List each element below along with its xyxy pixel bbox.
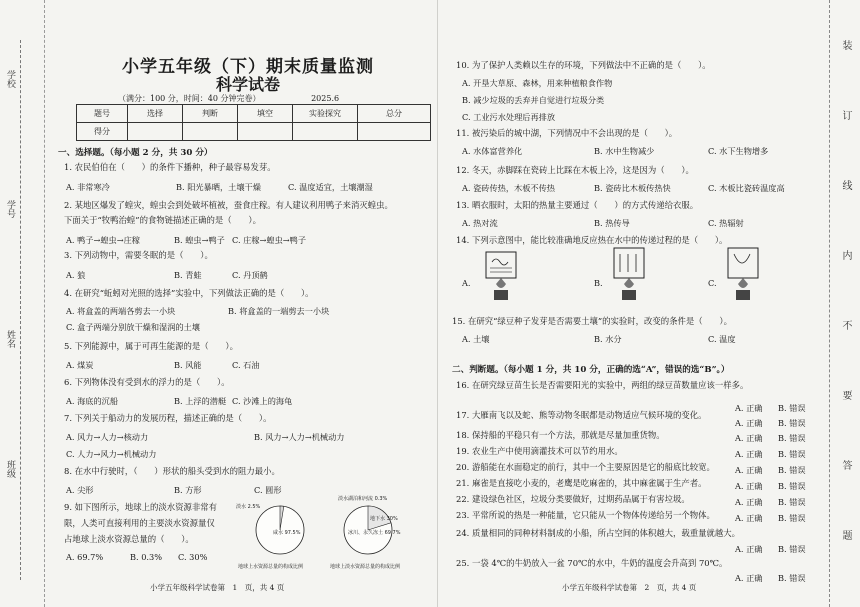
score-cell[interactable] — [183, 123, 238, 141]
judgment-item: 24. 质量相同的同种材料制成的小船，所占空间的体积越大，载重量就越大。 — [456, 528, 740, 538]
seal-char: 内 — [840, 250, 851, 260]
pie-label: 淡水湖泊和河流 0.3% — [338, 496, 388, 502]
option[interactable]: A. 风力→人力→核动力 — [66, 432, 149, 442]
seal-char: 答 — [840, 460, 851, 470]
question-stem: 8. 在水中行驶时，（ ）形状的船头受到水的阻力最小。 — [64, 466, 280, 476]
question-stem: 限，人类可直接利用的主要淡水资源量仅 — [64, 518, 215, 528]
option-false[interactable]: B. 错误 — [778, 481, 806, 491]
option[interactable]: B. 0.3% — [130, 552, 163, 562]
option-true[interactable]: A. 正确 — [735, 465, 763, 475]
judgment-item: 18. 保持船的平稳只有一个方法，那就是尽量加重货物。 — [456, 430, 665, 440]
judgment-item: 17. 大雁南飞以及蛇、熊等动物冬眠都是动物适应气候环境的变化。 — [456, 410, 707, 420]
beaker-diagram-a — [478, 250, 526, 308]
pie-caption: 地球上淡水资源总量的构成比例 — [330, 564, 401, 570]
option[interactable]: C. 石油 — [232, 360, 260, 370]
option-false[interactable]: B. 错误 — [778, 433, 806, 443]
binding-margin — [0, 0, 45, 607]
binding-line — [20, 40, 21, 580]
page-footer: 小学五年级科学试卷第 2 页，共 4 页 — [562, 583, 697, 592]
pie-label: 淡水 2.5% — [236, 504, 261, 510]
binding-label: 学校 — [5, 70, 15, 88]
option[interactable]: A. 狼 — [66, 270, 86, 280]
section-heading: 二、判断题。（每小题 1 分，共 10 分，正确的选“A”，错误的选“B”。） — [452, 365, 730, 375]
binding-label: 学号 — [5, 200, 15, 218]
beaker-diagram-b — [606, 246, 654, 308]
judgment-item: 21. 麻雀是直接吃小麦的，老鹰是吃麻雀的，其中麻雀属于生产者。 — [456, 478, 707, 488]
score-cell[interactable] — [358, 123, 431, 141]
total-water-pie — [236, 503, 304, 554]
seal-char: 订 — [840, 110, 851, 120]
question-stem: 5. 下列能源中，属于可再生能源的是（ ）。 — [64, 341, 238, 351]
option-true[interactable]: A. 正确 — [735, 403, 763, 413]
option[interactable]: C. 人力→风力→机械动力 — [66, 449, 157, 459]
option[interactable]: A. 非常寒冷 — [66, 182, 110, 192]
seal-char: 要 — [840, 390, 851, 400]
question-stem: 1. 农民伯伯在（ ）的条件下播种，种子最容易发芽。 — [64, 162, 276, 172]
option[interactable]: B. — [594, 278, 603, 288]
option[interactable]: B. 方形 — [174, 485, 202, 495]
score-header: 判断 — [183, 105, 238, 123]
option[interactable]: C. 盒子两端分别放干燥和湿润的土壤 — [66, 322, 200, 332]
water-lines — [490, 268, 512, 272]
water-pie-charts — [232, 488, 422, 574]
exam-date: 2025.6 — [311, 94, 340, 103]
flame-icon — [624, 278, 634, 288]
option[interactable]: A. — [462, 278, 471, 288]
right-margin — [829, 0, 860, 607]
question-stem: 7. 下列关于船动力的发展历程，描述正确的是（ ）。 — [64, 413, 272, 423]
option-false[interactable]: B. 错误 — [778, 544, 806, 554]
option-false[interactable]: B. 错误 — [778, 449, 806, 459]
score-header: 总分 — [358, 105, 431, 123]
section-heading: 一、选择题。（每小题 2 分，共 30 分） — [58, 148, 213, 158]
beaker-icon — [614, 248, 644, 278]
option-false[interactable]: B. 错误 — [778, 497, 806, 507]
option[interactable]: B. 风力→人力→机械动力 — [254, 432, 345, 442]
option[interactable]: C. 30% — [178, 552, 208, 562]
option[interactable]: A. 瓷砖传热，木板不传热 — [462, 183, 555, 193]
option[interactable]: B. 蝗虫→鸭子 — [174, 235, 225, 245]
score-cell[interactable] — [128, 123, 183, 141]
question-stem: 3. 下列动物中，需要冬眠的是（ ）。 — [64, 250, 213, 260]
option[interactable]: A. 鸭子→蝗虫→庄稼 — [66, 235, 140, 245]
option[interactable]: A. 土壤 — [462, 334, 490, 344]
question-stem: 9. 如下图所示，地球上的淡水资源非常有 — [64, 502, 218, 512]
fresh-water-pie — [338, 495, 401, 554]
option-false[interactable]: B. 错误 — [778, 513, 806, 523]
option[interactable]: A. 煤炭 — [66, 360, 94, 370]
score-header: 填空 — [238, 105, 293, 123]
judgment-item: 20. 游船能在水面稳定的前行，其中一个主要原因是它的船底比较宽。 — [456, 462, 715, 472]
question-stem: 2. 某地区爆发了蝗灾，蝗虫会到处破坏植被，蚕食庄稼。有人建议利用鸭子来消灭蝗虫。 — [64, 200, 393, 210]
option[interactable]: C. 温度适宜，土壤潮湿 — [288, 182, 373, 192]
option-false[interactable]: B. 错误 — [778, 465, 806, 475]
option[interactable]: A. 69.7% — [66, 552, 104, 562]
pie-label: 地下水 30% — [370, 516, 398, 522]
question-stem: 占地球上淡水资源总量的（ ）。 — [64, 534, 194, 544]
option-true[interactable]: A. 正确 — [735, 481, 763, 491]
flame-icon — [496, 278, 506, 288]
option[interactable]: C. 热辐射 — [708, 218, 744, 228]
option[interactable]: A. 热对流 — [462, 218, 498, 228]
binding-label: 姓名 — [5, 330, 15, 348]
seal-char: 题 — [840, 530, 851, 540]
option-true[interactable]: A. 正确 — [735, 433, 763, 443]
page-footer: 小学五年级科学试卷第 1 页，共 4 页 — [150, 583, 285, 592]
judgment-item: 25. 一袋 4℃的牛奶放入一盆 70℃的水中，牛奶的温度会升高到 70℃。 — [456, 558, 728, 568]
option[interactable]: B. 阳光暴晒，土壤干燥 — [176, 182, 261, 192]
judgment-item: 16. 在研究绿豆苗生长是否需要阳光的实验中，两组的绿豆苗数量应该一样多。 — [456, 380, 749, 390]
option-false[interactable]: B. 错误 — [778, 418, 806, 428]
flame-icon — [738, 278, 748, 288]
exam-title: 小学五年级（下）期末质量监测 — [122, 57, 374, 77]
burner-icon — [622, 290, 636, 300]
judgment-item: 23. 平常所说的热是一种能量，它只能从一个物体传递给另一个物体。 — [456, 510, 715, 520]
option-false[interactable]: B. 错误 — [778, 403, 806, 413]
option-true[interactable]: A. 正确 — [735, 573, 763, 583]
pie-label: 咸水 97.5% — [273, 530, 301, 536]
seal-char: 线 — [840, 180, 851, 190]
option-true[interactable]: A. 正确 — [735, 544, 763, 554]
exam-meta — [118, 93, 387, 104]
option[interactable]: B. 热传导 — [594, 218, 630, 228]
arrow-icon — [734, 254, 750, 263]
question-stem: 下面关于“牧鸭治蝗”的食物链描述正确的是（ ）。 — [64, 215, 261, 225]
option[interactable]: B. 风能 — [174, 360, 202, 370]
option[interactable]: C. 圆形 — [254, 485, 282, 495]
pie-label: 冰川、永久冻土 69.7% — [348, 530, 401, 536]
option[interactable]: A. 尖形 — [66, 485, 94, 495]
option[interactable]: C. 工业污水处理后再排放 — [462, 112, 556, 122]
question-stem: 14. 下列示意图中，能比较准确地反应热在水中的传递过程的是（ ）。 — [456, 235, 728, 245]
option[interactable]: C. 庄稼→蝗虫→鸭子 — [232, 235, 307, 245]
question-stem: 13. 晒衣服时，太阳的热量主要通过（ ）的方式传递给衣服。 — [456, 200, 699, 210]
seal-char: 不 — [840, 320, 851, 330]
option-true[interactable]: A. 正确 — [735, 513, 763, 523]
arrow-icon — [620, 254, 636, 272]
question-stem: 4. 在研究“蚯蚓对光照的选择”实验中，下列做法正确的是（ ）。 — [64, 288, 314, 298]
option[interactable]: B. 水中生物减少 — [594, 146, 655, 156]
question-stem: 12. 冬天，赤脚踩在瓷砖上比踩在木板上冷，这是因为（ ）。 — [456, 165, 694, 175]
option[interactable]: C. 丹顶鹤 — [232, 270, 268, 280]
binding-label: 班级 — [5, 460, 15, 478]
score-header: 实验探究 — [293, 105, 358, 123]
burner-icon — [736, 290, 750, 300]
score-table — [76, 104, 431, 141]
beaker-icon — [486, 252, 516, 278]
option[interactable]: B. 上浮的潜艇 — [174, 396, 227, 406]
option[interactable]: A. 开垦大草原、森林，用来种植粮食作物 — [462, 78, 613, 88]
option[interactable]: A. 海底的沉船 — [66, 396, 119, 406]
score-cell[interactable] — [238, 123, 293, 141]
option[interactable]: A. 将盒盖的两端各剪去一小块 — [66, 306, 176, 316]
question-stem: 15. 在研究“绿豆种子发芽是否需要土壤”的实验时，改变的条件是（ ）。 — [452, 316, 732, 326]
option[interactable]: B. 瓷砖比木板传热快 — [594, 183, 671, 193]
option[interactable]: C. — [708, 278, 717, 288]
judgment-item: 22. 建设绿色社区，垃圾分类要做好，过期药品属于有害垃圾。 — [456, 494, 690, 504]
score-header: 题号 — [77, 105, 128, 123]
exam-duration: （满分：100 分，时间：40 分钟完卷） — [118, 94, 261, 103]
judgment-item: 19. 农业生产中使用滴灌技术可以节约用水。 — [456, 446, 623, 456]
option[interactable]: C. 木板比瓷砖温度高 — [708, 183, 785, 193]
option-true[interactable]: A. 正确 — [735, 497, 763, 507]
option[interactable]: B. 青蛙 — [174, 270, 202, 280]
score-header: 选择 — [128, 105, 183, 123]
option[interactable]: C. 温度 — [708, 334, 736, 344]
option[interactable]: B. 将盒盖的一端剪去一小块 — [228, 306, 330, 316]
option-false[interactable]: B. 错误 — [778, 573, 806, 583]
option[interactable]: C. 水下生物增多 — [708, 146, 769, 156]
pie-caption: 地球上水资源总量的构成比例 — [238, 564, 304, 570]
option[interactable]: A. 水体富营养化 — [462, 146, 523, 156]
option-true[interactable]: A. 正确 — [735, 418, 763, 428]
exam-subtitle: 科学试卷 — [215, 75, 280, 94]
score-row-label: 得分 — [77, 123, 128, 141]
option-true[interactable]: A. 正确 — [735, 449, 763, 459]
burner-icon — [494, 290, 508, 300]
option[interactable]: C. 沙滩上的海龟 — [232, 396, 293, 406]
question-stem: 6. 下列物体没有受到水的浮力的是（ ）。 — [64, 377, 230, 387]
question-stem: 10. 为了保护人类赖以生存的环境，下列做法中不正确的是（ ）。 — [456, 60, 711, 70]
arrow-icon — [492, 259, 508, 265]
page-fold — [437, 0, 438, 607]
beaker-diagram-c — [720, 246, 768, 308]
question-stem: 11. 被污染后的城中湖，下列情况中不会出现的是（ ）。 — [456, 128, 678, 138]
option[interactable]: B. 减少垃圾的丢弃并自觉进行垃圾分类 — [462, 95, 605, 105]
score-cell[interactable] — [293, 123, 358, 141]
option[interactable]: B. 水分 — [594, 334, 622, 344]
seal-char: 装 — [840, 40, 851, 50]
